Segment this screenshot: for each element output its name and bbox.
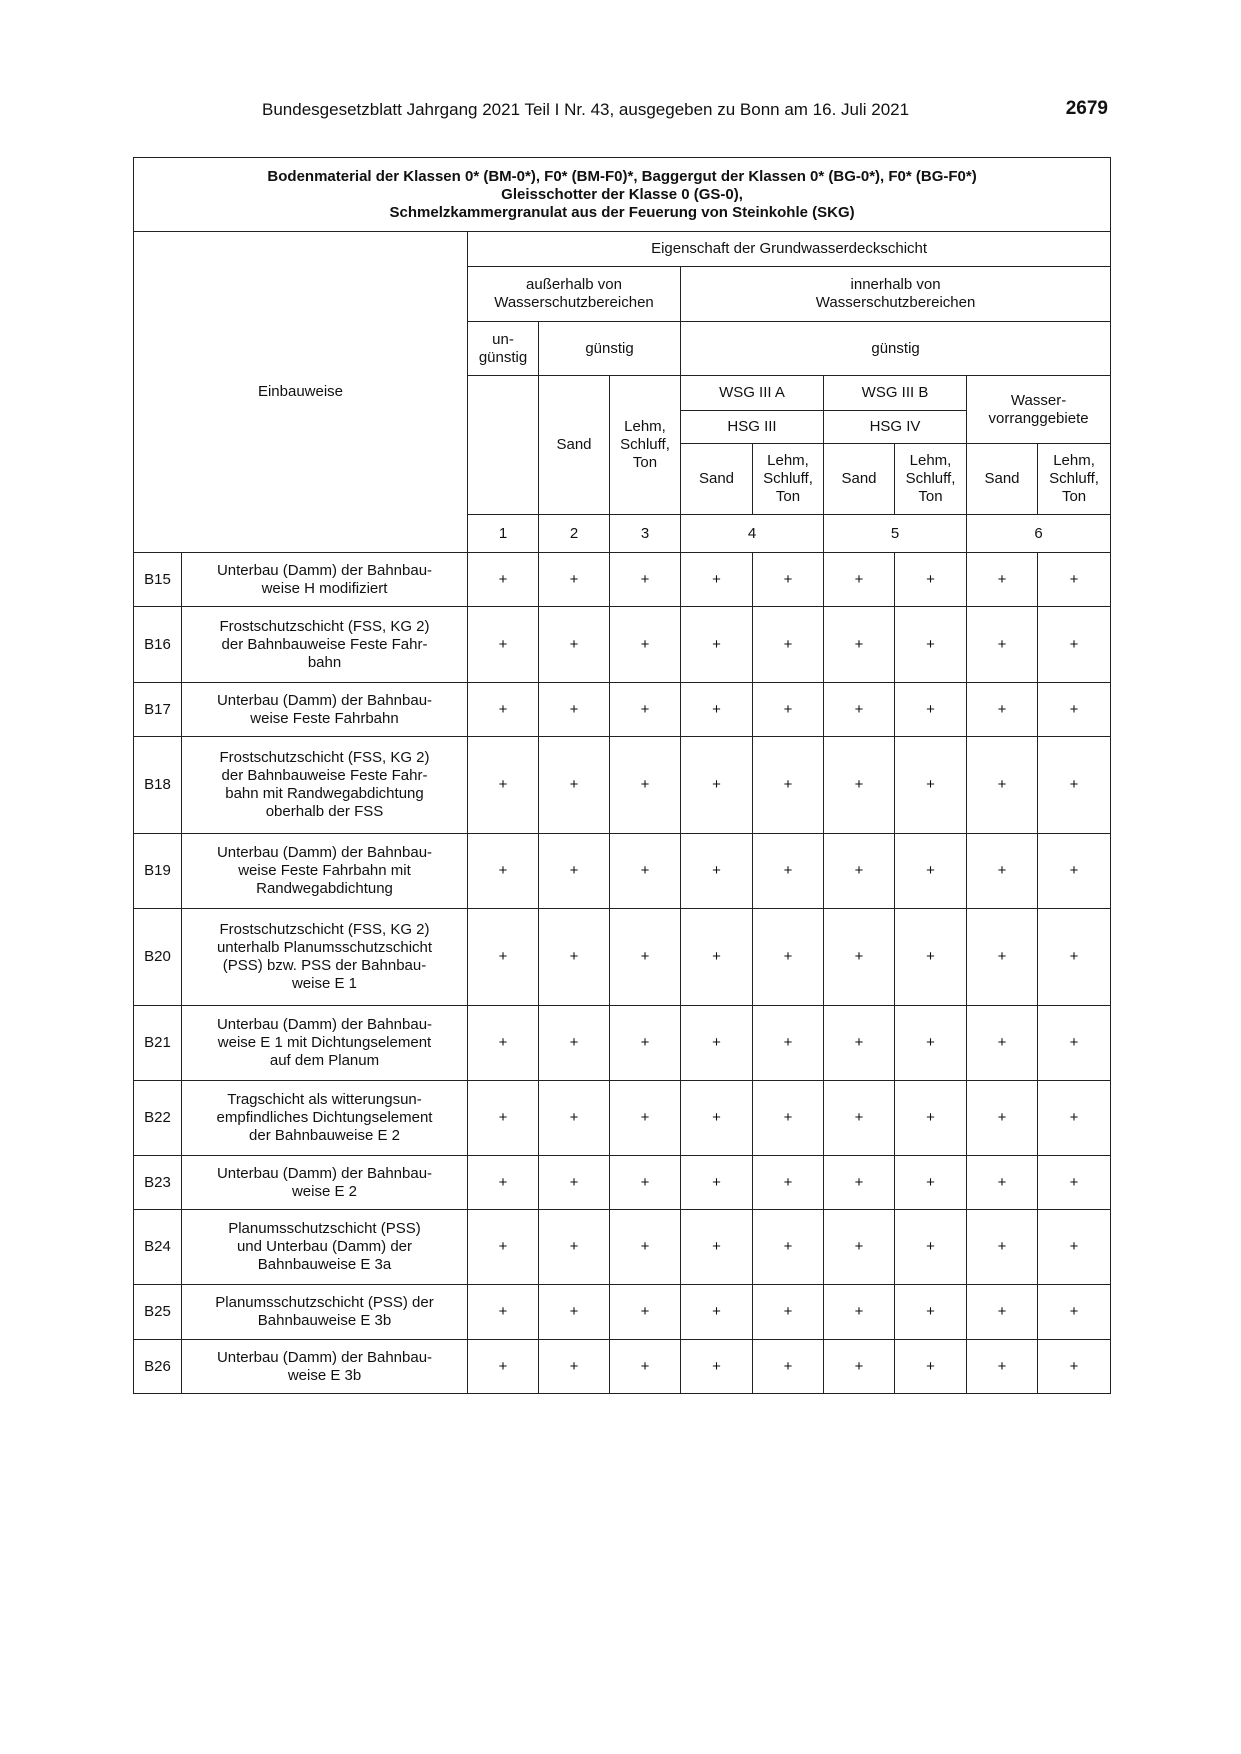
value-cell: + <box>681 834 753 909</box>
value-cell: + <box>1038 1285 1111 1340</box>
value-cell: + <box>1038 737 1111 834</box>
value-cell: + <box>468 607 539 683</box>
header-line: Wasserschutzbereichen <box>815 294 976 311</box>
table-row <box>134 1340 1111 1394</box>
table-title-line: Bodenmaterial der Klassen 0* (BM-0*), F0* (BM-F0)*, Baggergut der Klassen 0* (BG-0*), F0* (BG-F0*) <box>267 167 977 185</box>
value-cell: + <box>895 909 967 1006</box>
value-cell: + <box>753 909 824 1006</box>
value-cell: + <box>468 1156 539 1210</box>
value-cell: + <box>1038 1006 1111 1081</box>
header-line: Ton <box>918 488 943 505</box>
row-description <box>182 683 468 737</box>
value-cell: + <box>468 683 539 737</box>
value-cell: + <box>468 737 539 834</box>
value-cell: + <box>681 737 753 834</box>
value-cell: + <box>539 1156 610 1210</box>
value-cell: + <box>895 553 967 607</box>
value-cell: + <box>753 737 824 834</box>
value-cell: + <box>610 1006 681 1081</box>
value-cell: + <box>753 1210 824 1285</box>
sand-header: Sand <box>681 444 753 515</box>
value-cell: + <box>610 834 681 909</box>
header-line: günstig <box>478 348 528 366</box>
value-cell: + <box>681 1156 753 1210</box>
wasservorrang-header <box>967 376 1111 444</box>
header-line: vorranggebiete <box>988 409 1089 427</box>
value-cell: + <box>539 1340 610 1394</box>
description-line: Frostschutzschicht (FSS, KG 2) <box>219 617 430 635</box>
column-number: 6 <box>967 515 1111 553</box>
value-cell: + <box>468 553 539 607</box>
value-cell: + <box>895 1210 967 1285</box>
value-cell: + <box>610 1285 681 1340</box>
lehm-header <box>610 376 681 515</box>
table-row <box>134 683 1111 737</box>
value-cell: + <box>753 607 824 683</box>
page-number: 2679 <box>1065 98 1108 119</box>
description-line: der Bahnbauweise E 2 <box>249 1127 400 1144</box>
value-cell: + <box>895 1285 967 1340</box>
header-line: Ton <box>775 488 801 505</box>
value-cell: + <box>1038 834 1111 909</box>
value-cell: + <box>895 1081 967 1156</box>
value-cell: + <box>468 1081 539 1156</box>
value-cell: + <box>1038 1340 1111 1394</box>
value-cell: + <box>610 683 681 737</box>
value-cell: + <box>824 607 895 683</box>
value-cell: + <box>967 737 1038 834</box>
row-code: B22 <box>134 1081 182 1156</box>
value-cell: + <box>967 1340 1038 1394</box>
value-cell: + <box>468 1210 539 1285</box>
value-cell: + <box>967 1210 1038 1285</box>
value-cell: + <box>681 909 753 1006</box>
description-line: weise E 1 mit Dichtungselement <box>217 1034 432 1051</box>
value-cell: + <box>895 683 967 737</box>
value-cell: + <box>967 607 1038 683</box>
header-line: Schluff, <box>1049 470 1099 487</box>
row-code: B18 <box>134 737 182 834</box>
description-line: Frostschutzschicht (FSS, KG 2) <box>219 749 430 766</box>
value-cell: + <box>824 1285 895 1340</box>
row-code: B16 <box>134 607 182 683</box>
row-description <box>182 1210 468 1285</box>
description-line: weise H modifiziert <box>261 579 388 597</box>
value-cell: + <box>610 1210 681 1285</box>
column-number: 5 <box>824 515 967 553</box>
value-cell: + <box>539 737 610 834</box>
value-cell: + <box>610 1081 681 1156</box>
description-line: auf dem Planum <box>269 1052 380 1069</box>
description-line: Planumsschutzschicht (PSS) <box>228 1220 421 1237</box>
value-cell: + <box>1038 553 1111 607</box>
value-cell: + <box>824 1081 895 1156</box>
value-cell: + <box>539 909 610 1006</box>
header-line: Lehm, <box>767 452 809 469</box>
description-line: Unterbau (Damm) der Bahnbau- <box>216 1348 433 1366</box>
row-code: B21 <box>134 1006 182 1081</box>
description-line: unterhalb Planumsschutzschicht <box>216 939 433 956</box>
lehm-header <box>895 444 967 515</box>
table-row <box>134 1210 1111 1285</box>
value-cell: + <box>824 909 895 1006</box>
header-line: Schluff, <box>905 470 956 487</box>
table-row <box>134 553 1111 607</box>
table-title-line: Schmelzkammergranulat aus der Feuerung von Steinkohle (SKG) <box>389 203 855 221</box>
column-number: 2 <box>539 515 610 553</box>
description-line: Planumsschutzschicht (PSS) der <box>215 1294 434 1311</box>
column-number: 3 <box>610 515 681 553</box>
table-row <box>134 607 1111 683</box>
value-cell: + <box>753 1285 824 1340</box>
header-line: Schluff, <box>763 470 813 487</box>
row-code: B25 <box>134 1285 182 1340</box>
value-cell: + <box>1038 1156 1111 1210</box>
value-cell: + <box>681 1006 753 1081</box>
value-cell: + <box>824 1210 895 1285</box>
value-cell: + <box>1038 909 1111 1006</box>
value-cell: + <box>610 553 681 607</box>
description-line: und Unterbau (Damm) der <box>236 1238 413 1255</box>
value-cell: + <box>539 1285 610 1340</box>
header-line: Wasserschutzbereichen <box>494 294 654 311</box>
value-cell: + <box>967 553 1038 607</box>
value-cell: + <box>610 909 681 1006</box>
hsg3-header: HSG III <box>681 411 824 444</box>
description-line: weise E 3b <box>287 1366 362 1384</box>
value-cell: + <box>1038 1081 1111 1156</box>
value-cell: + <box>824 553 895 607</box>
sand-header: Sand <box>967 444 1038 515</box>
value-cell: + <box>753 1081 824 1156</box>
value-cell: + <box>967 683 1038 737</box>
table-row <box>134 1081 1111 1156</box>
value-cell: + <box>895 1006 967 1081</box>
row-code: B23 <box>134 1156 182 1210</box>
value-cell: + <box>468 1006 539 1081</box>
value-cell: + <box>468 834 539 909</box>
value-cell: + <box>895 1156 967 1210</box>
value-cell: + <box>753 1006 824 1081</box>
value-cell: + <box>610 737 681 834</box>
wsg3a-header: WSG III A <box>681 376 824 411</box>
value-cell: + <box>895 737 967 834</box>
header-line: außerhalb von <box>526 276 622 293</box>
gunstig-inside-header: günstig <box>681 322 1111 376</box>
row-description <box>182 1156 468 1210</box>
sand-header: Sand <box>539 376 610 515</box>
description-line: Unterbau (Damm) der Bahnbau- <box>216 1016 433 1033</box>
value-cell: + <box>681 683 753 737</box>
header-line: Ton <box>1061 488 1087 505</box>
header-line: Ton <box>632 454 658 471</box>
row-code: B24 <box>134 1210 182 1285</box>
empty-header-cell <box>468 376 539 515</box>
description-line: bahn <box>307 653 342 671</box>
table-row <box>134 1156 1111 1210</box>
value-cell: + <box>1038 1210 1111 1285</box>
description-line: der Bahnbauweise Feste Fahr- <box>221 635 428 653</box>
ausserhalb-header <box>468 267 681 322</box>
row-code: B20 <box>134 909 182 1006</box>
description-line: Bahnbauweise E 3b <box>257 1312 392 1329</box>
ungunstig-header <box>468 322 539 376</box>
row-description <box>182 553 468 607</box>
header-line: innerhalb von <box>850 276 941 293</box>
row-code: B19 <box>134 834 182 909</box>
gazette-header-text: Bundesgesetzblatt Jahrgang 2021 Teil I Nr. 43, ausgegeben zu Bonn am 16. Juli 2021 <box>262 100 910 119</box>
value-cell: + <box>967 1156 1038 1210</box>
description-line: weise E 1 <box>291 975 358 992</box>
value-cell: + <box>1038 683 1111 737</box>
value-cell: + <box>539 834 610 909</box>
description-line: Unterbau (Damm) der Bahnbau- <box>216 1164 433 1182</box>
header-line: un- <box>492 330 514 348</box>
table-row <box>134 1285 1111 1340</box>
description-line: weise E 2 <box>291 1182 358 1200</box>
row-description <box>182 909 468 1006</box>
row-description <box>182 1285 468 1340</box>
value-cell: + <box>539 683 610 737</box>
table-row <box>134 737 1111 834</box>
value-cell: + <box>539 1210 610 1285</box>
value-cell: + <box>895 607 967 683</box>
sand-header: Sand <box>824 444 895 515</box>
description-line: weise Feste Fahrbahn <box>250 709 399 727</box>
row-code: B17 <box>134 683 182 737</box>
header-line: Lehm, <box>909 452 952 469</box>
value-cell: + <box>753 834 824 909</box>
description-line: Unterbau (Damm) der Bahnbau- <box>216 691 433 709</box>
lehm-header <box>1038 444 1111 515</box>
table-row <box>134 909 1111 1006</box>
description-line: empfindliches Dichtungselement <box>216 1109 433 1126</box>
row-code: B15 <box>134 553 182 607</box>
description-line: Frostschutzschicht (FSS, KG 2) <box>219 921 430 938</box>
wsg3b-header: WSG III B <box>824 376 967 411</box>
description-line: Unterbau (Damm) der Bahnbau- <box>216 561 433 579</box>
header-line: Lehm, <box>624 418 666 435</box>
column-number: 4 <box>681 515 824 553</box>
value-cell: + <box>824 1006 895 1081</box>
description-line: Randwegabdichtung <box>256 880 393 897</box>
description-line: (PSS) bzw. PSS der Bahnbau- <box>222 957 427 974</box>
value-cell: + <box>967 1006 1038 1081</box>
description-line: Unterbau (Damm) der Bahnbau- <box>216 844 433 861</box>
description-line: Tragschicht als witterungsun- <box>227 1091 422 1108</box>
value-cell: + <box>681 553 753 607</box>
header-line: Wasser- <box>1010 391 1067 409</box>
row-description <box>182 834 468 909</box>
description-line: bahn mit Randwegabdichtung <box>225 785 424 802</box>
row-description <box>182 1340 468 1394</box>
description-line: weise Feste Fahrbahn mit <box>238 862 411 879</box>
value-cell: + <box>753 553 824 607</box>
description-line: oberhalb der FSS <box>265 803 384 820</box>
value-cell: + <box>681 607 753 683</box>
page-header <box>134 100 1108 124</box>
value-cell: + <box>967 1285 1038 1340</box>
value-cell: + <box>753 683 824 737</box>
header-line: Lehm, <box>1053 452 1095 469</box>
value-cell: + <box>539 553 610 607</box>
value-cell: + <box>468 909 539 1006</box>
row-description <box>182 1081 468 1156</box>
value-cell: + <box>610 607 681 683</box>
header-line: Schluff, <box>620 436 670 453</box>
classification-table <box>133 157 1111 1394</box>
value-cell: + <box>539 607 610 683</box>
value-cell: + <box>539 1081 610 1156</box>
row-description <box>182 737 468 834</box>
gunstig-outside-header: günstig <box>539 322 681 376</box>
value-cell: + <box>895 1340 967 1394</box>
value-cell: + <box>895 834 967 909</box>
value-cell: + <box>539 1006 610 1081</box>
column-number: 1 <box>468 515 539 553</box>
row-description <box>182 1006 468 1081</box>
value-cell: + <box>824 683 895 737</box>
lehm-header <box>753 444 824 515</box>
value-cell: + <box>824 737 895 834</box>
table-row <box>134 834 1111 909</box>
value-cell: + <box>468 1340 539 1394</box>
value-cell: + <box>824 1340 895 1394</box>
table-row <box>134 1006 1111 1081</box>
table-title <box>134 158 1111 232</box>
eigenschaft-header: Eigenschaft der Grundwasserdeckschicht <box>468 232 1111 267</box>
value-cell: + <box>681 1210 753 1285</box>
value-cell: + <box>468 1285 539 1340</box>
hsg4-header: HSG IV <box>824 411 967 444</box>
row-code: B26 <box>134 1340 182 1394</box>
value-cell: + <box>967 834 1038 909</box>
value-cell: + <box>753 1156 824 1210</box>
value-cell: + <box>824 834 895 909</box>
value-cell: + <box>753 1340 824 1394</box>
table-title-line: Gleisschotter der Klasse 0 (GS-0), <box>501 185 743 203</box>
value-cell: + <box>681 1285 753 1340</box>
innerhalb-header <box>681 267 1111 322</box>
value-cell: + <box>610 1156 681 1210</box>
value-cell: + <box>681 1081 753 1156</box>
row-description <box>182 607 468 683</box>
value-cell: + <box>681 1340 753 1394</box>
value-cell: + <box>610 1340 681 1394</box>
value-cell: + <box>967 909 1038 1006</box>
description-line: der Bahnbauweise Feste Fahr- <box>221 767 428 784</box>
description-line: Bahnbauweise E 3a <box>257 1256 392 1273</box>
einbauweise-header: Einbauweise <box>134 232 468 553</box>
value-cell: + <box>1038 607 1111 683</box>
value-cell: + <box>967 1081 1038 1156</box>
value-cell: + <box>824 1156 895 1210</box>
